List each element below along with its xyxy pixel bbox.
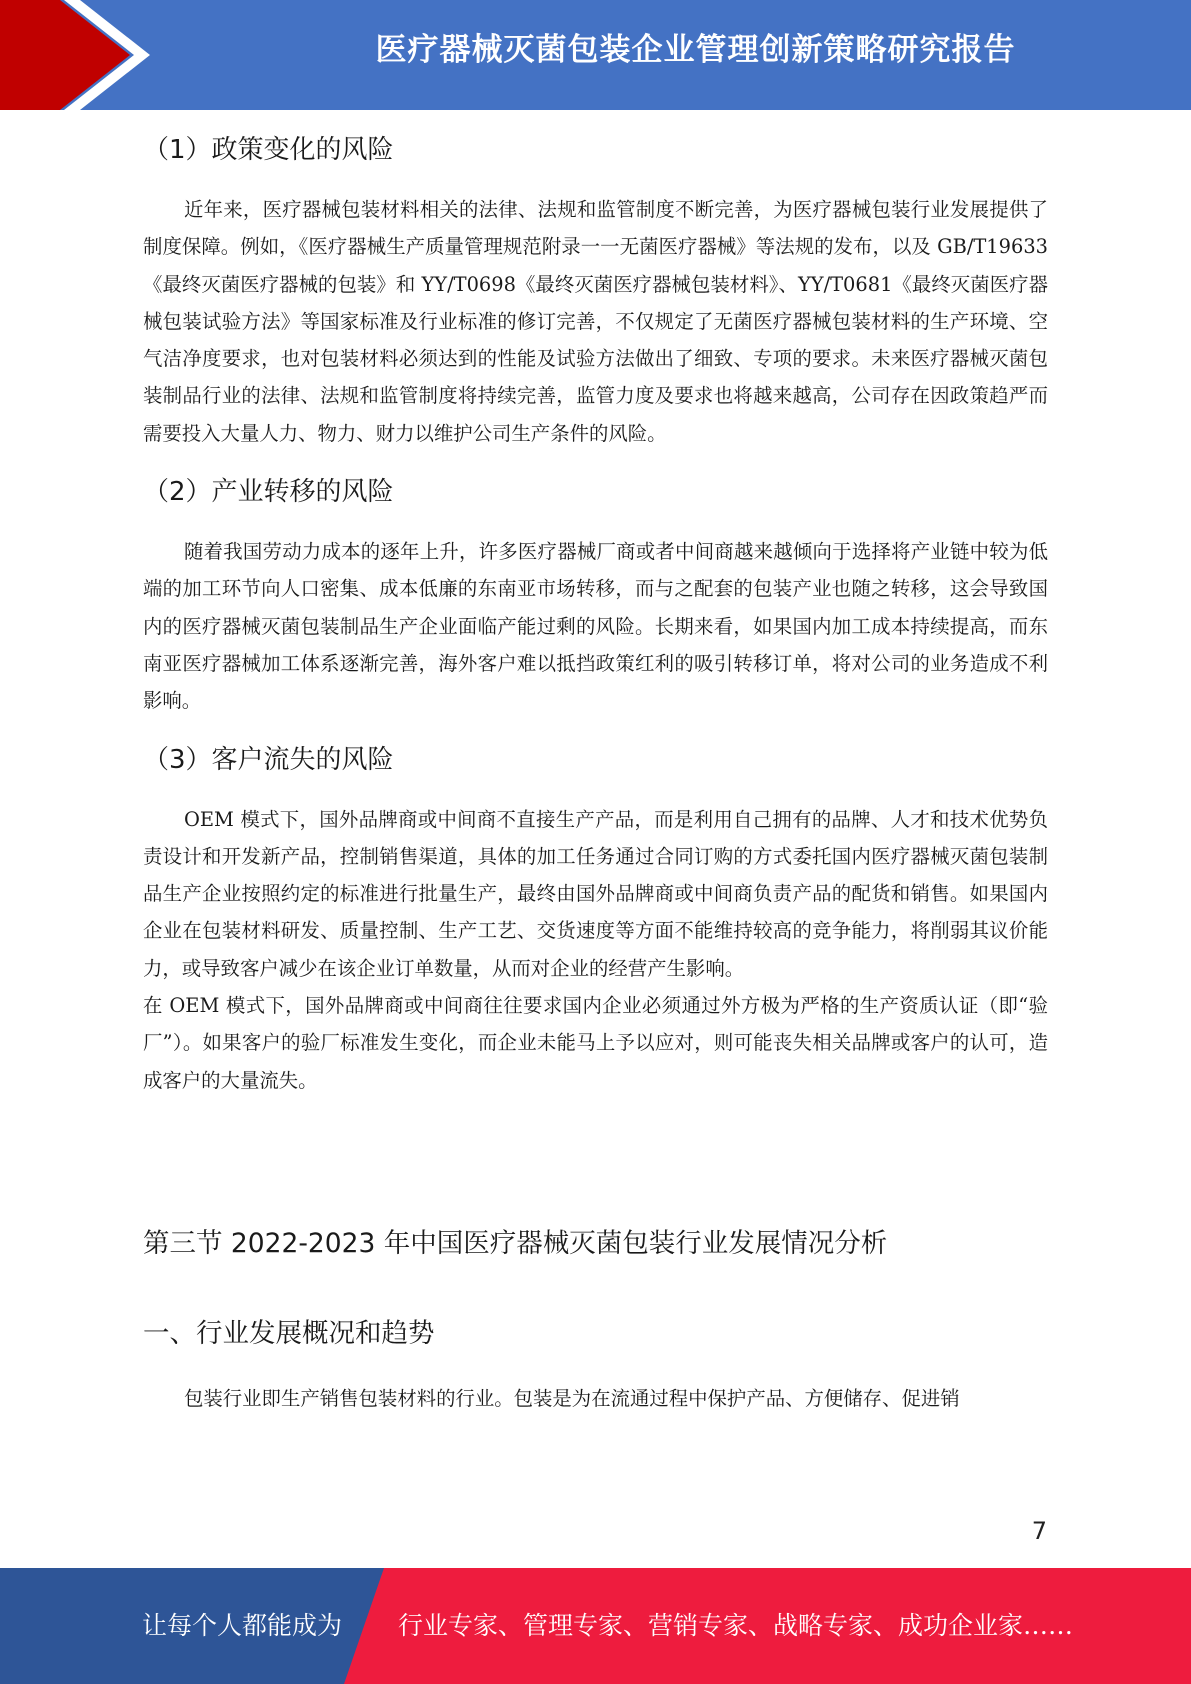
chapter-subheading: 一、行业发展概况和趋势 [143,1317,435,1349]
paragraph-industry-overview: 包装行业即生产销售包装材料的行业。包装是为在流通过程中保护产品、方便储存、促进销 [184,1386,960,1410]
paragraph-customer-loss-risk: OEM 模式下，国外品牌商或中间商不直接生产产品，而是利用自己拥有的品牌、人才和技术优势负责设计和开发新产品，控制销售渠道，具体的加工任务通过合同订购的方式委托国内医疗器械灭菌包装制品生产企业按照约定的标准进行批量生产，最终由国外品牌商或中间商负责产品的配货和销售。如果国内企业在包装材料研发、质量控制、生产工艺、交货速度等方面不能维持较高的竞争能力，将削弱其议价能力，或导致客户减少在该企业订单数量，从而对企业的经营产生影响。 [143,807,1048,980]
section-heading-industry-transfer-risk: （2）产业转移的风险 [143,477,394,508]
section-heading-customer-loss-risk: （3）客户流失的风险 [143,744,394,775]
footer-slogan-left: 让每个人都能成为 [142,1611,343,1640]
page-footer [0,1568,1191,1684]
paragraph-policy-risk: 近年来，医疗器械包装材料相关的法律、法规和监管制度不断完善，为医疗器械包装行业发展提供了制度保障。例如，《医疗器械生产质量管理规范附录一一无菌医疗器械》等法规的发布，以及 GB/T19633《最终灭菌医疗器械的包装》和 YY/T0698《最终灭菌医疗器械包装材料》、YY/T0681《最终灭菌医疗器械包装试验方法》等国家标准及行业标准的修订完善，不仅规定了无菌医疗器械包装材料的生产环境、空气洁净度要求，也对包装材料必须达到的性能及试验方法做出了细致、专项的要求。未来医疗器械灭菌包装制品行业的法律、法规和监管制度将持续完善，监管力度及要求也将越来越高，公司存在因政策趋严而需要投入大量人力、物力、财力以维护公司生产条件的风险。 [143,198,1048,445]
footer-slogan-right: 行业专家、管理专家、营销专家、战略专家、成功企业家…… [398,1611,1074,1640]
paragraph-industry-transfer-risk: 随着我国劳动力成本的逐年上升，许多医疗器械厂商或者中间商越来越倾向于选择将产业链中较为低端的加工环节向人口密集、成本低廉的东南亚市场转移，而与之配套的包装产业也随之转移，这会导致国内的医疗器械灭菌包装制品生产企业面临产能过剩的风险。长期来看，如果国内加工成本持续提高，而东南亚医疗器械加工体系逐渐完善，海外客户难以抵挡政策红利的吸引转移订单，将对公司的业务造成不利影响。 [143,540,1048,713]
section-heading-policy-risk: （1）政策变化的风险 [143,135,394,165]
page-content [143,130,1048,1417]
chapter-heading: 第三节 2022-2023 年中国医疗器械灭菌包装行业发展情况分析 [143,1227,888,1259]
paragraph-customer-loss-risk-2: 在 OEM 模式下，国外品牌商或中间商往往要求国内企业必须通过外方极为严格的生产资质认证（即“验厂”）。如果客户的验厂标准发生变化，而企业未能马上予以应对，则可能丧失相关品牌或客户的认可，造成客户的大量流失。 [143,994,1048,1092]
report-title: 医疗器械灭菌包装企业管理创新策略研究报告 [375,32,1016,68]
page-number: 7 [1031,1517,1047,1545]
page-header [0,0,1191,110]
